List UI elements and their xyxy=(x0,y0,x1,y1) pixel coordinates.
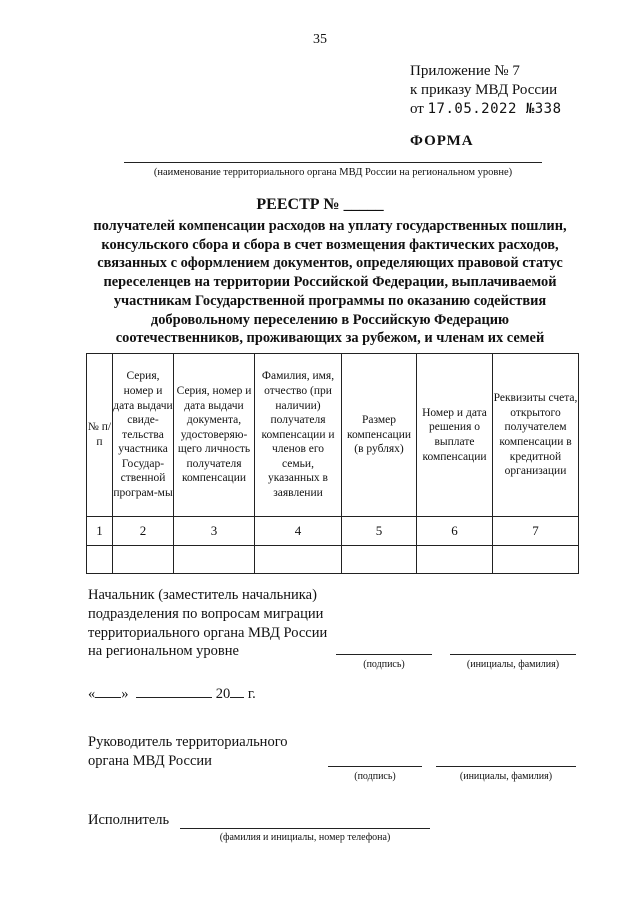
heading-line: участникам Государственной программы по оказанию содействия xyxy=(113,292,547,309)
head-initials-line xyxy=(436,766,576,767)
register-table xyxy=(86,353,579,574)
heading-line: получателей компенсации расходов на уплату государственных пошлин, xyxy=(93,218,567,234)
year-suffix: г. xyxy=(247,686,256,702)
day-blank xyxy=(95,685,121,698)
table-cell xyxy=(255,546,342,574)
chief-initials-line xyxy=(450,654,576,655)
form-label: ФОРМА xyxy=(410,133,474,149)
column-number: 4 xyxy=(255,517,342,546)
head-initials-caption: (инициалы, фамилия) xyxy=(459,771,553,782)
head-block xyxy=(88,733,288,771)
heading-line: добровольному переселению в Российскую Федерацию xyxy=(150,311,510,328)
column-number: 5 xyxy=(342,517,417,546)
table-cell xyxy=(493,546,579,574)
appendix-line-3 xyxy=(410,100,562,119)
header-cell-amount: Размер компенсации (в рублях) xyxy=(342,354,417,517)
column-number: 6 xyxy=(417,517,493,546)
table-cell xyxy=(87,546,113,574)
heading-line: переселенцев на территории Российской Федерации, выплачиваемой xyxy=(103,274,557,291)
column-number: 3 xyxy=(174,517,255,546)
chief-line: Начальник (заместитель начальника) xyxy=(88,587,317,603)
date-open-quote: « xyxy=(88,686,96,702)
head-signature-caption: (подпись) xyxy=(354,771,396,782)
column-number: 1 xyxy=(87,517,113,546)
header-cell-decision: Номер и дата решения о выплате компенсации xyxy=(417,354,493,517)
organ-name-caption: (наименование территориального органа МВД России на региональном уровне) xyxy=(153,167,513,178)
appendix-line-2: к приказу МВД России xyxy=(410,82,558,98)
table-cell xyxy=(174,546,255,574)
chief-line: подразделения по вопросам миграции xyxy=(88,605,324,622)
appendix-line-1: Приложение № 7 xyxy=(410,63,520,79)
head-line: Руководитель территориального xyxy=(88,734,288,750)
chief-line: на региональном уровне xyxy=(88,643,239,660)
table-cell xyxy=(417,546,493,574)
executor-line xyxy=(180,828,430,829)
heading-line: соотечественников, проживающих за рубежом, и членам их семей xyxy=(115,330,545,347)
column-number: 2 xyxy=(113,517,174,546)
table-empty-row xyxy=(87,546,579,574)
head-line: органа МВД России xyxy=(88,752,212,769)
month-blank xyxy=(136,685,212,698)
executor-label: Исполнитель xyxy=(88,812,170,828)
chief-initials-caption: (инициалы, фамилия) xyxy=(466,659,560,670)
executor-caption: (фамилия и инициалы, номер телефона) xyxy=(219,832,391,843)
table-cell xyxy=(342,546,417,574)
order-date-number: 17.05.2022 №338 xyxy=(427,101,562,117)
register-title: РЕЕСТР № _____ xyxy=(256,196,384,213)
heading-line: связанных с оформлением документов, определяющих правовой статус xyxy=(97,255,563,272)
order-date-prefix: от xyxy=(410,101,424,117)
header-cell-full-name: Фамилия, имя, отчество (при наличии) получателя компенсации и членов его семьи, указанных в заявлении xyxy=(255,354,342,517)
page-number: 35 xyxy=(313,32,327,47)
table-cell xyxy=(113,546,174,574)
chief-signature-caption: (подпись) xyxy=(363,659,405,670)
date-line xyxy=(88,685,256,703)
year-prefix: 20 xyxy=(215,686,231,702)
appendix-block xyxy=(410,62,562,119)
chief-line: территориального органа МВД России xyxy=(88,624,328,641)
column-number: 7 xyxy=(493,517,579,546)
chief-signature-line xyxy=(336,654,432,655)
header-cell-certificate: Серия, номер и дата выдачи свиде-тельства участника Государ-ственной програм-мы xyxy=(113,354,174,517)
year-blank xyxy=(230,685,244,698)
table-header-row xyxy=(87,354,579,517)
chief-block xyxy=(88,586,327,661)
date-close-quote: » xyxy=(121,686,129,702)
header-cell-number: № п/п xyxy=(87,354,113,517)
header-cell-id-document: Серия, номер и дата выдачи документа, удостоверяю-щего личность получателя компенсации xyxy=(174,354,255,517)
heading-line: консульского сбора и сбора в счет возмещения фактических расходов, xyxy=(101,236,559,253)
table-column-number-row xyxy=(87,517,579,546)
register-heading xyxy=(86,217,574,348)
organ-name-line xyxy=(124,162,542,163)
head-signature-line xyxy=(328,766,422,767)
header-cell-account: Реквизиты счета, открытого получателем компенсации в кредитной организации xyxy=(493,354,579,517)
